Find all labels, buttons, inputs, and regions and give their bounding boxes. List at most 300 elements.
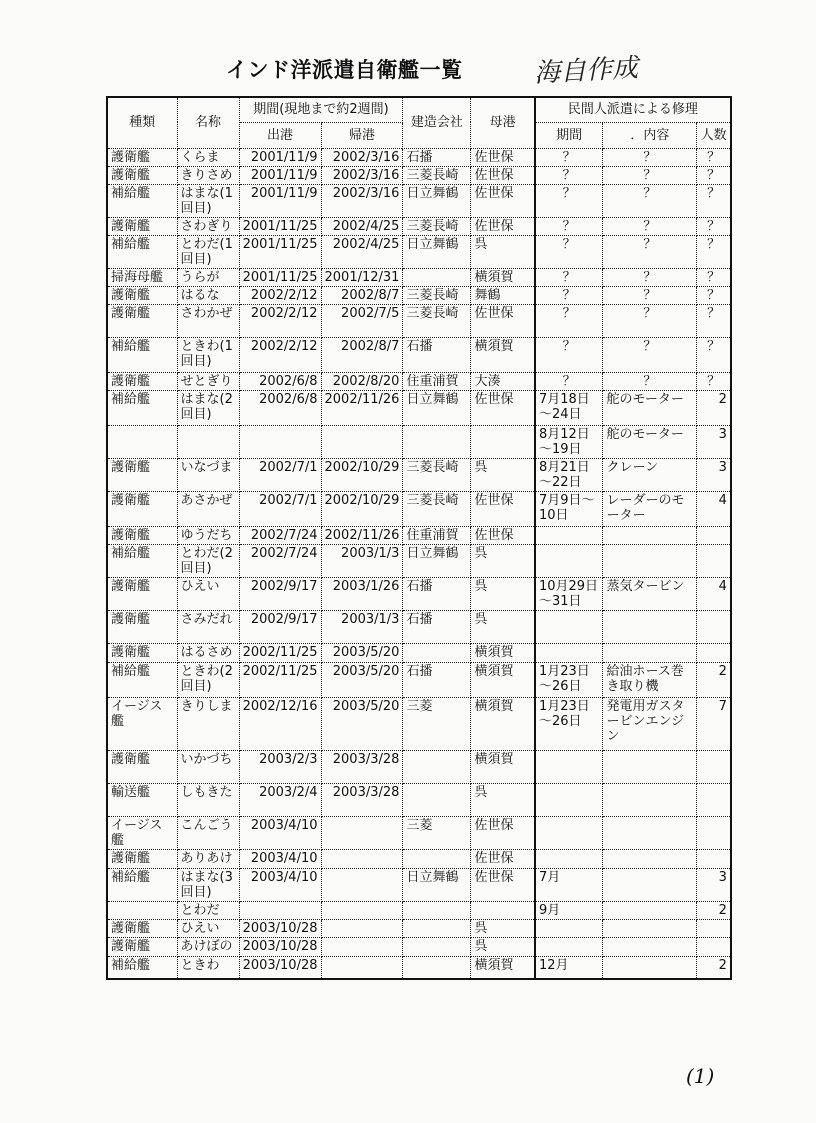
cell-repair-content — [603, 643, 697, 662]
cell-return: 2002/8/7 — [321, 286, 403, 304]
cell-repair-people: 4 — [697, 577, 731, 610]
cell-type: 護衛艦 — [107, 577, 177, 610]
cell-builder: 日立舞鶴 — [403, 868, 471, 901]
cell-builder: 三菱長崎 — [403, 217, 471, 235]
cell-repair-period: 7月 — [535, 868, 603, 901]
cell-home-port: 佐世保 — [471, 868, 535, 901]
cell-return: 2002/11/26 — [321, 526, 403, 544]
cell-repair-content: ？ — [603, 337, 697, 372]
cell-builder: 三菱長崎 — [403, 458, 471, 491]
cell-name — [177, 425, 239, 458]
cell-builder: 住重浦賀 — [403, 526, 471, 544]
cell-home-port: 舞鶴 — [471, 286, 535, 304]
cell-repair-content — [603, 544, 697, 577]
cell-builder — [403, 901, 471, 919]
cell-repair-period — [535, 783, 603, 816]
cell-builder — [403, 268, 471, 286]
table-row — [107, 750, 731, 783]
cell-type: 護衛艦 — [107, 458, 177, 491]
cell-home-port: 呉 — [471, 610, 535, 643]
table-row — [107, 458, 731, 491]
cell-builder: 三菱長崎 — [403, 286, 471, 304]
table-row — [107, 849, 731, 868]
cell-home-port: 呉 — [471, 783, 535, 816]
cell-repair-content: ？ — [603, 166, 697, 184]
cell-home-port: 大湊 — [471, 372, 535, 390]
cell-home-port: 佐世保 — [471, 390, 535, 425]
cell-repair-people: ？ — [697, 337, 731, 372]
cell-name: ときわ(1回目) — [177, 337, 239, 372]
cell-departure: 2002/2/12 — [239, 337, 321, 372]
cell-name: こんごう — [177, 816, 239, 849]
cell-repair-content: レーダーのモーター — [603, 491, 697, 526]
cell-repair-period: ？ — [535, 268, 603, 286]
cell-repair-people — [697, 783, 731, 816]
cell-repair-period: 7月9日～10日 — [535, 491, 603, 526]
table-row — [107, 184, 731, 217]
cell-home-port: 呉 — [471, 544, 535, 577]
cell-departure: 2002/7/24 — [239, 526, 321, 544]
cell-return — [321, 816, 403, 849]
cell-home-port: 佐世保 — [471, 166, 535, 184]
cell-return: 2003/3/28 — [321, 783, 403, 816]
cell-repair-people — [697, 937, 731, 956]
cell-return: 2002/7/5 — [321, 304, 403, 337]
cell-departure — [239, 425, 321, 458]
cell-home-port: 横須賀 — [471, 643, 535, 662]
table-row — [107, 956, 731, 979]
cell-home-port: 佐世保 — [471, 526, 535, 544]
cell-builder — [403, 750, 471, 783]
cell-return: 2001/12/31 — [321, 268, 403, 286]
cell-builder: 石播 — [403, 662, 471, 697]
cell-type: 護衛艦 — [107, 750, 177, 783]
cell-builder — [403, 849, 471, 868]
cell-type: 護衛艦 — [107, 372, 177, 390]
cell-repair-period: ？ — [535, 148, 603, 166]
cell-home-port: 横須賀 — [471, 268, 535, 286]
cell-builder: 住重浦賀 — [403, 372, 471, 390]
cell-repair-period: 1月23日～26日 — [535, 662, 603, 697]
cell-type: イージス艦 — [107, 816, 177, 849]
cell-return: 2002/10/29 — [321, 491, 403, 526]
cell-builder: 日立舞鶴 — [403, 544, 471, 577]
cell-return — [321, 956, 403, 979]
cell-type: 補給艦 — [107, 235, 177, 268]
cell-name: きりしま — [177, 697, 239, 750]
cell-repair-content: クレーン — [603, 458, 697, 491]
cell-departure: 2002/9/17 — [239, 577, 321, 610]
cell-repair-content — [603, 868, 697, 901]
cell-repair-content — [603, 901, 697, 919]
cell-builder — [403, 783, 471, 816]
cell-departure: 2001/11/9 — [239, 166, 321, 184]
cell-home-port: 横須賀 — [471, 662, 535, 697]
cell-repair-people: 2 — [697, 390, 731, 425]
cell-name: ひえい — [177, 577, 239, 610]
cell-departure: 2003/10/28 — [239, 956, 321, 979]
cell-type: 護衛艦 — [107, 526, 177, 544]
table-row — [107, 217, 731, 235]
cell-repair-period — [535, 610, 603, 643]
cell-type: 補給艦 — [107, 868, 177, 901]
cell-return — [321, 849, 403, 868]
header-repair-period: 期間 — [535, 122, 603, 148]
cell-return: 2003/5/20 — [321, 643, 403, 662]
cell-name: はるな — [177, 286, 239, 304]
cell-return — [321, 937, 403, 956]
cell-home-port: 呉 — [471, 919, 535, 937]
cell-repair-period — [535, 643, 603, 662]
cell-repair-people: ？ — [697, 304, 731, 337]
cell-return: 2003/5/20 — [321, 662, 403, 697]
cell-type: 補給艦 — [107, 184, 177, 217]
cell-repair-people: 2 — [697, 901, 731, 919]
table-row — [107, 868, 731, 901]
cell-repair-period — [535, 919, 603, 937]
cell-return — [321, 425, 403, 458]
cell-repair-period: 12月 — [535, 956, 603, 979]
cell-departure: 2001/11/9 — [239, 148, 321, 166]
cell-builder — [403, 919, 471, 937]
cell-repair-people: 7 — [697, 697, 731, 750]
cell-home-port: 呉 — [471, 458, 535, 491]
cell-builder — [403, 937, 471, 956]
cell-type: 護衛艦 — [107, 919, 177, 937]
table-row — [107, 372, 731, 390]
cell-repair-content: ？ — [603, 235, 697, 268]
cell-return: 2002/8/7 — [321, 337, 403, 372]
cell-builder: 三菱長崎 — [403, 166, 471, 184]
cell-repair-period: ？ — [535, 286, 603, 304]
cell-departure: 2002/9/17 — [239, 610, 321, 643]
table-row — [107, 816, 731, 849]
cell-home-port — [471, 901, 535, 919]
cell-departure: 2003/2/3 — [239, 750, 321, 783]
cell-builder — [403, 956, 471, 979]
cell-type — [107, 425, 177, 458]
cell-name: ありあけ — [177, 849, 239, 868]
cell-home-port: 横須賀 — [471, 337, 535, 372]
cell-departure: 2002/7/1 — [239, 491, 321, 526]
cell-departure: 2002/2/12 — [239, 304, 321, 337]
cell-repair-people: ？ — [697, 286, 731, 304]
cell-departure: 2002/12/16 — [239, 697, 321, 750]
cell-repair-people — [697, 750, 731, 783]
cell-home-port: 呉 — [471, 937, 535, 956]
table-row — [107, 304, 731, 337]
cell-repair-people: ？ — [697, 235, 731, 268]
cell-type: 補給艦 — [107, 544, 177, 577]
header-home-port: 母港 — [471, 97, 535, 148]
cell-return: 2002/4/25 — [321, 217, 403, 235]
cell-type: 掃海母艦 — [107, 268, 177, 286]
cell-departure: 2002/11/25 — [239, 643, 321, 662]
cell-repair-period: ？ — [535, 372, 603, 390]
header-repair-people: 人数 — [697, 122, 731, 148]
header-repair: 民間人派遣による修理 — [535, 97, 731, 122]
cell-repair-content — [603, 526, 697, 544]
cell-type: イージス艦 — [107, 697, 177, 750]
cell-builder: 日立舞鶴 — [403, 184, 471, 217]
cell-type: 護衛艦 — [107, 491, 177, 526]
cell-name: ときわ — [177, 956, 239, 979]
cell-builder: 石播 — [403, 610, 471, 643]
cell-repair-period: 10月29日～31日 — [535, 577, 603, 610]
cell-departure: 2002/7/1 — [239, 458, 321, 491]
cell-type: 輸送艦 — [107, 783, 177, 816]
cell-repair-people — [697, 849, 731, 868]
cell-repair-people — [697, 526, 731, 544]
cell-home-port — [471, 425, 535, 458]
cell-name: しもきた — [177, 783, 239, 816]
cell-repair-content: ？ — [603, 217, 697, 235]
cell-departure: 2002/6/8 — [239, 390, 321, 425]
cell-name: あさかぜ — [177, 491, 239, 526]
cell-name: くらま — [177, 148, 239, 166]
cell-home-port: 横須賀 — [471, 697, 535, 750]
cell-repair-people: ？ — [697, 184, 731, 217]
cell-repair-people: 3 — [697, 425, 731, 458]
cell-builder: 石播 — [403, 577, 471, 610]
page-title: インド洋派遣自衛艦一覧 — [226, 58, 463, 82]
cell-repair-people: 4 — [697, 491, 731, 526]
cell-name: いかづち — [177, 750, 239, 783]
cell-departure: 2003/4/10 — [239, 868, 321, 901]
cell-return: 2002/10/29 — [321, 458, 403, 491]
cell-repair-people: ？ — [697, 148, 731, 166]
cell-home-port: 呉 — [471, 235, 535, 268]
cell-return: 2002/3/16 — [321, 184, 403, 217]
cell-repair-period: 8月21日～22日 — [535, 458, 603, 491]
cell-departure: 2003/4/10 — [239, 849, 321, 868]
cell-builder: 石播 — [403, 337, 471, 372]
cell-name: とわだ(1回目) — [177, 235, 239, 268]
cell-return: 2002/3/16 — [321, 148, 403, 166]
cell-name: ひえい — [177, 919, 239, 937]
cell-repair-people — [697, 919, 731, 937]
cell-type: 護衛艦 — [107, 286, 177, 304]
header-return: 帰港 — [321, 122, 403, 148]
cell-name: はまな(3回目) — [177, 868, 239, 901]
cell-repair-people: ？ — [697, 217, 731, 235]
cell-builder — [403, 643, 471, 662]
cell-repair-people: 2 — [697, 956, 731, 979]
cell-name: さわぎり — [177, 217, 239, 235]
cell-repair-content — [603, 919, 697, 937]
cell-home-port: 佐世保 — [471, 849, 535, 868]
cell-repair-people: 3 — [697, 868, 731, 901]
cell-type: 補給艦 — [107, 337, 177, 372]
cell-repair-period: ？ — [535, 184, 603, 217]
cell-repair-people: ？ — [697, 372, 731, 390]
cell-return: 2003/1/3 — [321, 544, 403, 577]
header-type: 種類 — [107, 97, 177, 148]
cell-repair-content: 発電用ガスタービンエンジン — [603, 697, 697, 750]
cell-repair-people — [697, 544, 731, 577]
cell-return: 2002/3/16 — [321, 166, 403, 184]
table-row — [107, 901, 731, 919]
cell-type: 護衛艦 — [107, 304, 177, 337]
cell-type: 護衛艦 — [107, 217, 177, 235]
table-row — [107, 526, 731, 544]
ship-table — [106, 96, 732, 980]
cell-repair-people: ？ — [697, 268, 731, 286]
cell-type: 護衛艦 — [107, 643, 177, 662]
cell-repair-period — [535, 544, 603, 577]
cell-repair-people: ？ — [697, 166, 731, 184]
cell-repair-period: ？ — [535, 166, 603, 184]
cell-repair-content — [603, 937, 697, 956]
cell-home-port: 佐世保 — [471, 148, 535, 166]
table-row — [107, 544, 731, 577]
cell-repair-content — [603, 750, 697, 783]
table-row — [107, 166, 731, 184]
cell-repair-period: ？ — [535, 304, 603, 337]
cell-departure: 2003/10/28 — [239, 937, 321, 956]
header-name: 名称 — [177, 97, 239, 148]
cell-name: せとぎり — [177, 372, 239, 390]
cell-repair-content: 給油ホース巻き取り機 — [603, 662, 697, 697]
cell-return — [321, 901, 403, 919]
header-departure: 出港 — [239, 122, 321, 148]
table-row — [107, 697, 731, 750]
cell-repair-content — [603, 783, 697, 816]
cell-home-port: 横須賀 — [471, 750, 535, 783]
cell-builder: 三菱長崎 — [403, 491, 471, 526]
table-row — [107, 491, 731, 526]
table-row — [107, 425, 731, 458]
cell-repair-content: ？ — [603, 184, 697, 217]
cell-name: ゆうだち — [177, 526, 239, 544]
cell-name: さわかぜ — [177, 304, 239, 337]
cell-repair-period — [535, 849, 603, 868]
cell-repair-people — [697, 643, 731, 662]
cell-repair-period: 9月 — [535, 901, 603, 919]
cell-type: 補給艦 — [107, 956, 177, 979]
cell-departure: 2001/11/25 — [239, 235, 321, 268]
cell-type: 護衛艦 — [107, 849, 177, 868]
table-row — [107, 643, 731, 662]
table-row — [107, 337, 731, 372]
cell-repair-period — [535, 816, 603, 849]
cell-builder: 三菱長崎 — [403, 304, 471, 337]
cell-builder: 石播 — [403, 148, 471, 166]
cell-departure: 2001/11/25 — [239, 268, 321, 286]
table-row — [107, 286, 731, 304]
table-row — [107, 610, 731, 643]
table-row — [107, 919, 731, 937]
cell-repair-period — [535, 526, 603, 544]
cell-departure: 2002/6/8 — [239, 372, 321, 390]
cell-return: 2003/1/3 — [321, 610, 403, 643]
cell-type: 護衛艦 — [107, 148, 177, 166]
cell-departure: 2001/11/25 — [239, 217, 321, 235]
cell-home-port: 佐世保 — [471, 304, 535, 337]
cell-repair-content: ？ — [603, 148, 697, 166]
cell-return: 2002/11/26 — [321, 390, 403, 425]
cell-departure: 2002/2/12 — [239, 286, 321, 304]
cell-departure: 2003/10/28 — [239, 919, 321, 937]
cell-name: あけぼの — [177, 937, 239, 956]
cell-repair-period — [535, 937, 603, 956]
cell-home-port: 佐世保 — [471, 184, 535, 217]
table-row — [107, 268, 731, 286]
cell-repair-people: 3 — [697, 458, 731, 491]
cell-repair-people: 2 — [697, 662, 731, 697]
cell-repair-content — [603, 610, 697, 643]
cell-repair-period: ？ — [535, 217, 603, 235]
cell-name: ときわ(2回目) — [177, 662, 239, 697]
table-row — [107, 390, 731, 425]
cell-return: 2002/8/20 — [321, 372, 403, 390]
cell-name: うらが — [177, 268, 239, 286]
cell-departure: 2002/11/25 — [239, 662, 321, 697]
cell-repair-content: ？ — [603, 304, 697, 337]
cell-return: 2003/5/20 — [321, 697, 403, 750]
cell-builder — [403, 425, 471, 458]
cell-return: 2002/4/25 — [321, 235, 403, 268]
cell-repair-content: 蒸気タービン — [603, 577, 697, 610]
table-row — [107, 577, 731, 610]
cell-repair-period: 7月18日～24日 — [535, 390, 603, 425]
table-row — [107, 148, 731, 166]
cell-name: はるさめ — [177, 643, 239, 662]
cell-return: 2003/1/26 — [321, 577, 403, 610]
cell-return — [321, 919, 403, 937]
header-period: 期間(現地まで約2週間) — [239, 97, 403, 122]
cell-home-port: 呉 — [471, 577, 535, 610]
page-number: (1) — [686, 1064, 715, 1088]
cell-repair-period — [535, 750, 603, 783]
header-builder: 建造会社 — [403, 97, 471, 148]
cell-type: 護衛艦 — [107, 166, 177, 184]
handwritten-note: 海自作成 — [533, 53, 639, 89]
cell-departure — [239, 901, 321, 919]
cell-departure: 2003/4/10 — [239, 816, 321, 849]
cell-type — [107, 901, 177, 919]
cell-repair-period: ？ — [535, 337, 603, 372]
cell-repair-content: ？ — [603, 268, 697, 286]
cell-home-port: 佐世保 — [471, 217, 535, 235]
cell-repair-content: 舵のモーター — [603, 425, 697, 458]
cell-repair-period: 8月12日～19日 — [535, 425, 603, 458]
cell-name: いなづま — [177, 458, 239, 491]
table-row — [107, 235, 731, 268]
cell-repair-content — [603, 956, 697, 979]
cell-home-port: 佐世保 — [471, 491, 535, 526]
cell-repair-people — [697, 816, 731, 849]
cell-type: 補給艦 — [107, 390, 177, 425]
cell-departure: 2002/7/24 — [239, 544, 321, 577]
cell-repair-content — [603, 816, 697, 849]
table-row — [107, 783, 731, 816]
cell-name: はまな(2回目) — [177, 390, 239, 425]
table-row — [107, 937, 731, 956]
cell-repair-period: ？ — [535, 235, 603, 268]
cell-repair-content — [603, 849, 697, 868]
cell-repair-content: ？ — [603, 372, 697, 390]
cell-type: 護衛艦 — [107, 937, 177, 956]
cell-name: きりさめ — [177, 166, 239, 184]
cell-home-port: 横須賀 — [471, 956, 535, 979]
cell-name: とわだ — [177, 901, 239, 919]
cell-departure: 2001/11/9 — [239, 184, 321, 217]
cell-type: 護衛艦 — [107, 610, 177, 643]
cell-builder: 三菱 — [403, 816, 471, 849]
table-row — [107, 662, 731, 697]
cell-name: さみだれ — [177, 610, 239, 643]
